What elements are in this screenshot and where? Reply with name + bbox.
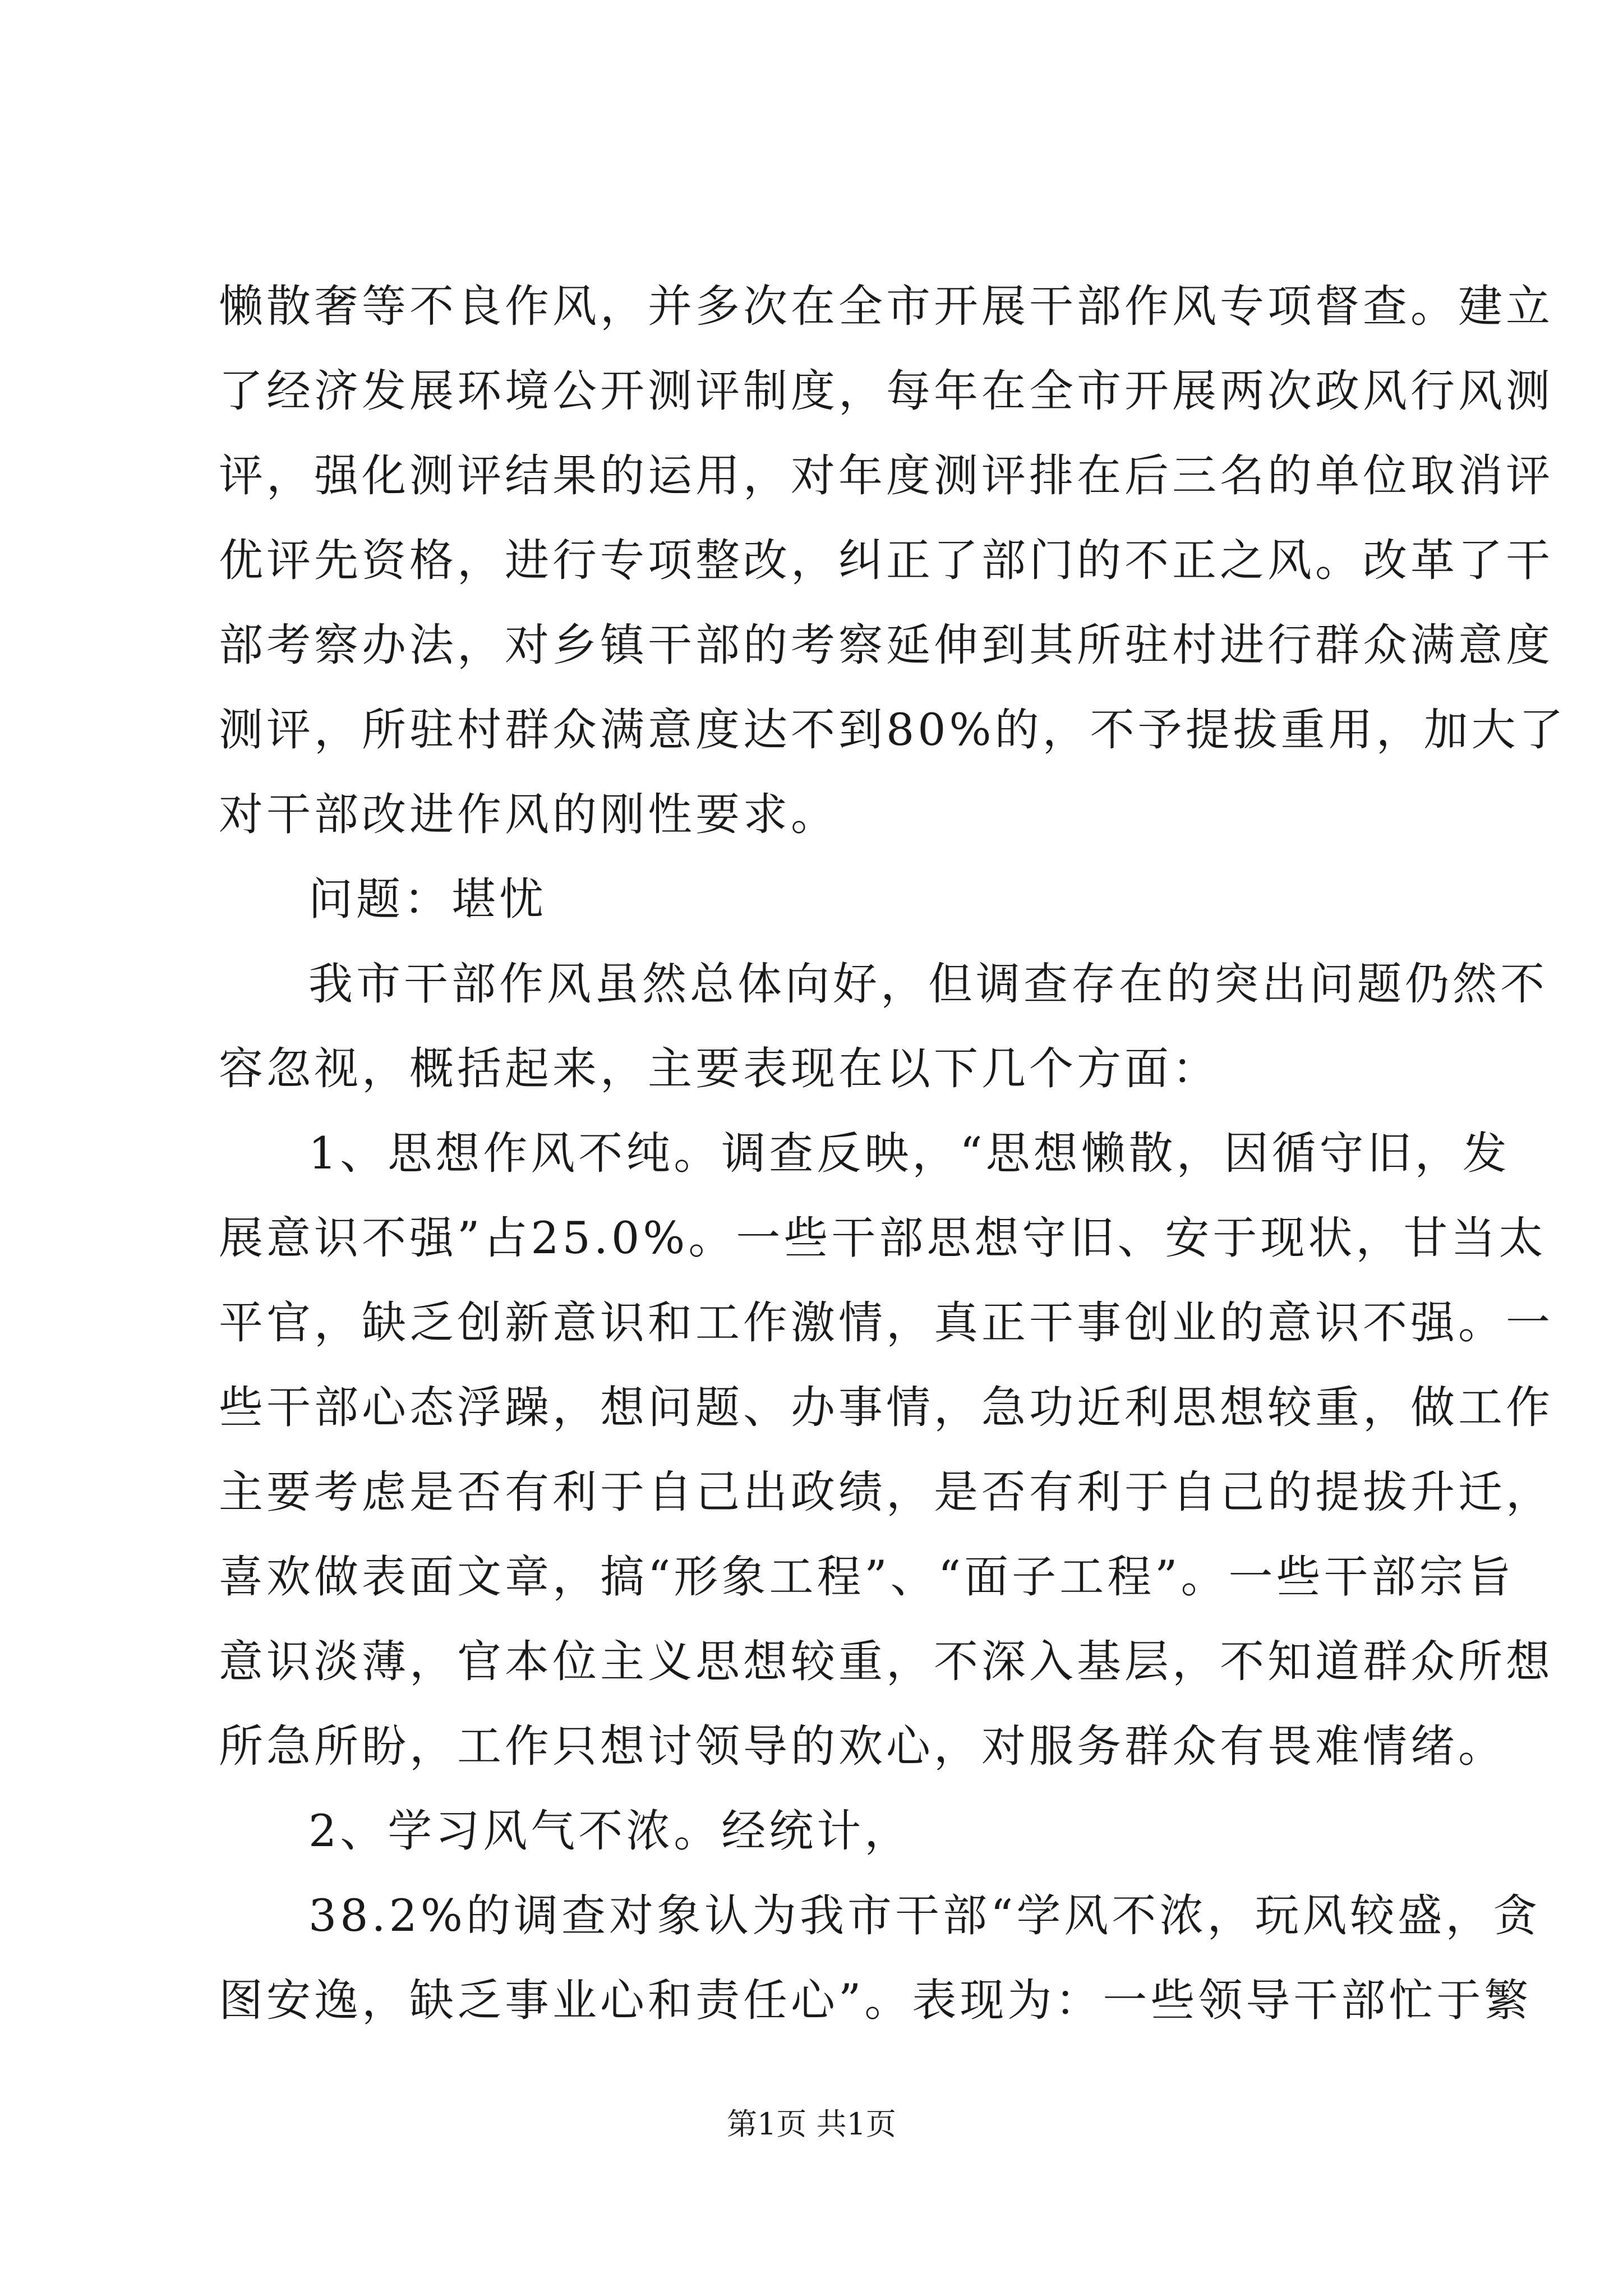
section-heading: 问题：堪忧 bbox=[308, 873, 547, 925]
text-line: 38.2%的调查对象认为我市干部“学风不浓，玩风较盛，贪 bbox=[308, 1890, 1541, 1941]
text-line: 测评，所驻村群众满意度达不到80%的，不予提拔重用，加大了 bbox=[219, 704, 1567, 756]
text-line: 容忽视，概括起来，主要表现在以下几个方面： bbox=[219, 1043, 1220, 1094]
text-line: 懒散奢等不良作风，并多次在全市开展干部作风专项督查。建立 bbox=[219, 280, 1553, 332]
text-line: 些干部心态浮躁，想问题、办事情，急功近利思想较重，做工作 bbox=[219, 1382, 1553, 1433]
text-line: 了经济发展环境公开测评制度，每年在全市开展两次政风行风测 bbox=[219, 365, 1553, 417]
text-line: 对干部改进作风的刚性要求。 bbox=[219, 789, 838, 840]
text-line: 评，强化测评结果的运用，对年度测评排在后三名的单位取消评 bbox=[219, 450, 1553, 501]
text-line: 我市干部作风虽然总体向好，但调查存在的突出问题仍然不 bbox=[308, 958, 1548, 1010]
text-line: 部考察办法，对乡镇干部的考察延伸到其所驻村进行群众满意度 bbox=[219, 619, 1553, 671]
text-line: 1、思想作风不纯。调查反映，“思想懒散，因循守旧，发 bbox=[308, 1128, 1510, 1179]
text-line: 展意识不强”占25.0%。一些干部思想守旧、安于现状，甘当太 bbox=[219, 1212, 1547, 1264]
text-line: 所急所盼，工作只想讨领导的欢心，对服务群众有畏难情绪。 bbox=[219, 1720, 1506, 1772]
text-line: 图安逸，缺乏事业心和责任心”。表现为：一些领导干部忙于繁 bbox=[219, 1975, 1532, 2026]
text-line: 2、学习风气不浓。经统计， bbox=[308, 1805, 912, 1857]
text-line: 意识淡薄，官本位主义思想较重，不深入基层，不知道群众所想 bbox=[219, 1636, 1553, 1687]
text-line: 平官，缺乏创新意识和工作激情，真正干事创业的意识不强。一 bbox=[219, 1297, 1553, 1349]
text-line: 喜欢做表面文章，搞“形象工程”、“面子工程”。一些干部宗旨 bbox=[219, 1551, 1515, 1603]
text-line: 主要考虑是否有利于自己出政绩，是否有利于自己的提拔升迁， bbox=[219, 1466, 1553, 1518]
page-number-footer: 第1页 共1页 bbox=[727, 2106, 896, 2142]
text-line: 优评先资格，进行专项整改，纠正了部门的不正之风。改革了干 bbox=[219, 535, 1553, 586]
